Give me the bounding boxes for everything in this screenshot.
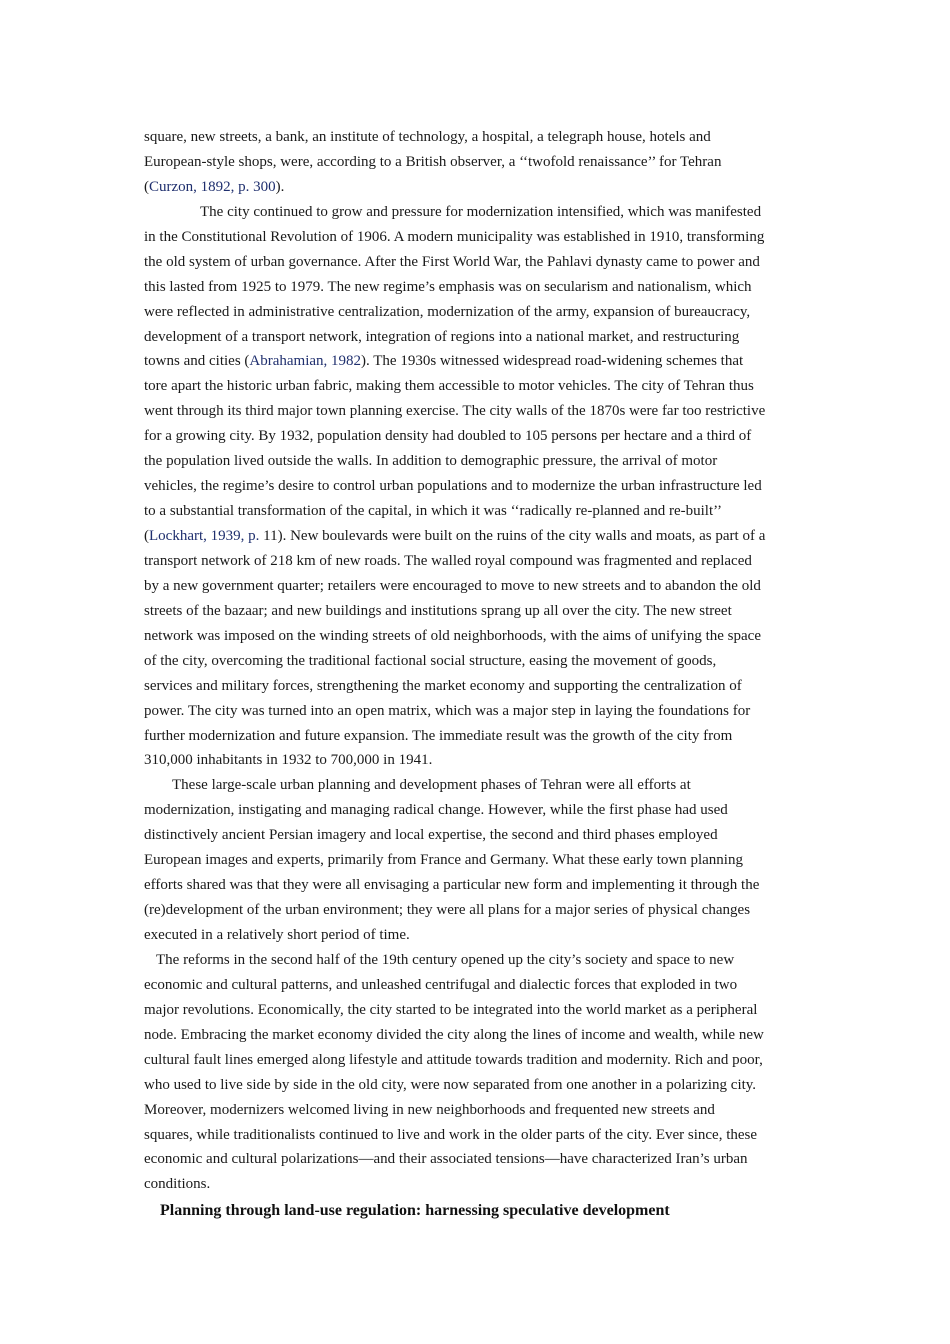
text-line: tore apart the historic urban fabric, making them accessible to motor vehicles. The city of Tehran thus <box>144 378 754 395</box>
text-line: the population lived outside the walls. In addition to demographic pressure, the arrival of motor <box>144 453 718 470</box>
citation-link[interactable]: Abrahamian, 1982 <box>249 353 362 370</box>
text-line: for a growing city. By 1932, population density had doubled to 105 persons per hectare and a third of <box>144 428 752 445</box>
text-line: were reflected in administrative centralization, modernization of the army, expansion of bureaucracy, <box>144 303 751 320</box>
text-line: These large-scale urban planning and development phases of Tehran were all efforts at <box>172 777 691 794</box>
text-fragment: ( <box>144 178 149 195</box>
text-line: Moreover, modernizers welcomed living in new neighborhoods and frequented new streets and <box>144 1101 715 1118</box>
text-line: The reforms in the second half of the 19th century opened up the city’s society and space to new <box>156 951 735 968</box>
text-line <box>144 349 807 374</box>
text-line: distinctively ancient Persian imagery and local expertise, the second and third phases employed <box>144 827 718 844</box>
text-line: modernization, instigating and managing radical change. However, while the first phase had used <box>144 802 728 819</box>
text-fragment: ). The 1930s witnessed widespread road-widening schemes that <box>361 353 744 370</box>
text-line: node. Embracing the market economy divided the city along the lines of income and wealth, while new <box>144 1026 764 1043</box>
citation-link[interactable]: Lockhart, 1939, p. <box>149 528 260 544</box>
paragraph-3 <box>144 773 807 948</box>
section-heading: Planning through land-use regulation: harnessing speculative development <box>160 1202 670 1220</box>
text-line: square, new streets, a bank, an institute of technology, a hospital, a telegraph house, hotels and <box>144 129 711 145</box>
text-fragment: 11). New boulevards were built on the ruins of the city walls and moats, as part of a <box>259 528 766 544</box>
text-fragment: ( <box>144 528 149 544</box>
text-fragment: ). <box>275 178 285 195</box>
text-line: power. The city was turned into an open matrix, which was a major step in laying the foundations for <box>144 702 751 719</box>
text-fragment: towns and cities ( <box>144 353 250 370</box>
text-line: European-style shops, were, according to a British observer, a ‘‘twofold renaissance’’ for Tehran <box>144 153 722 170</box>
text-line: this lasted from 1925 to 1979. The new regime’s emphasis was on secularism and nationalism, which <box>144 278 752 295</box>
text-line: (re)development of the urban environment; they were all plans for a major series of physical changes <box>144 902 751 919</box>
text-line: conditions. <box>144 1176 211 1193</box>
paragraph-4 <box>144 948 807 1197</box>
text-line: cultural fault lines emerged along lifestyle and attitude towards tradition and modernity. Rich and poor, <box>144 1051 763 1068</box>
text-line <box>144 524 807 549</box>
text-line: major revolutions. Economically, the city started to be integrated into the world market as a peripheral <box>144 1001 758 1018</box>
text-line: by a new government quarter; retailers were encouraged to move to new streets and to abandon the old <box>144 577 761 594</box>
citation-link[interactable]: Curzon, 1892, p. 300 <box>149 178 276 195</box>
paragraph-2 <box>144 200 807 774</box>
text-line: economic and cultural patterns, and unleashed centrifugal and dialectic forces that exploded in two <box>144 976 738 993</box>
text-line: economic and cultural polarizations—and their associated tensions—have characterized Iran’s urban <box>144 1151 748 1168</box>
text-line: vehicles, the regime’s desire to control urban populations and to modernize the urban infrastructure led <box>144 478 762 495</box>
text-line: streets of the bazaar; and new buildings and institutions sprang up all over the city. The new street <box>144 602 732 619</box>
text-line: network was imposed on the winding streets of old neighborhoods, with the aims of unifying the space <box>144 627 761 644</box>
paragraph-1 <box>144 125 807 200</box>
body-text <box>144 125 807 1224</box>
text-line: transport network of 218 km of new roads. The walled royal compound was fragmented and replaced <box>144 552 752 569</box>
text-line: executed in a relatively short period of time. <box>144 927 410 943</box>
text-line: in the Constitutional Revolution of 1906. A modern municipality was established in 1910, transforming <box>144 228 765 245</box>
text-line: of the city, overcoming the traditional factional social structure, easing the movement of goods, <box>144 652 717 669</box>
text-line: efforts shared was that they were all envisaging a particular new form and implementing it through the <box>144 877 760 894</box>
text-line: services and military forces, strengthening the market economy and supporting the centralization of <box>144 677 742 694</box>
text-line: 310,000 inhabitants in 1932 to 700,000 in 1941. <box>144 752 433 769</box>
text-line: European images and experts, primarily from France and Germany. What these early town planning <box>144 852 743 869</box>
text-line: who used to live side by side in the old city, were now separated from one another in a polarizing city. <box>144 1076 757 1093</box>
text-line <box>144 175 807 200</box>
text-line: further modernization and future expansion. The immediate result was the growth of the city from <box>144 727 733 744</box>
text-line: squares, while traditionalists continued to live and work in the older parts of the city. Ever since, these <box>144 1126 758 1143</box>
text-line: development of a transport network, integration of regions into a national market, and restructuring <box>144 328 740 345</box>
text-line: The city continued to grow and pressure for modernization intensified, which was manifested <box>200 203 762 220</box>
text-line: the old system of urban governance. After the First World War, the Pahlavi dynasty came to power and <box>144 253 760 270</box>
text-line: went through its third major town planning exercise. The city walls of the 1870s were far too restrictive <box>144 403 766 420</box>
text-line: to a substantial transformation of the capital, in which it was ‘‘radically re-planned and re-built’’ <box>144 503 722 520</box>
